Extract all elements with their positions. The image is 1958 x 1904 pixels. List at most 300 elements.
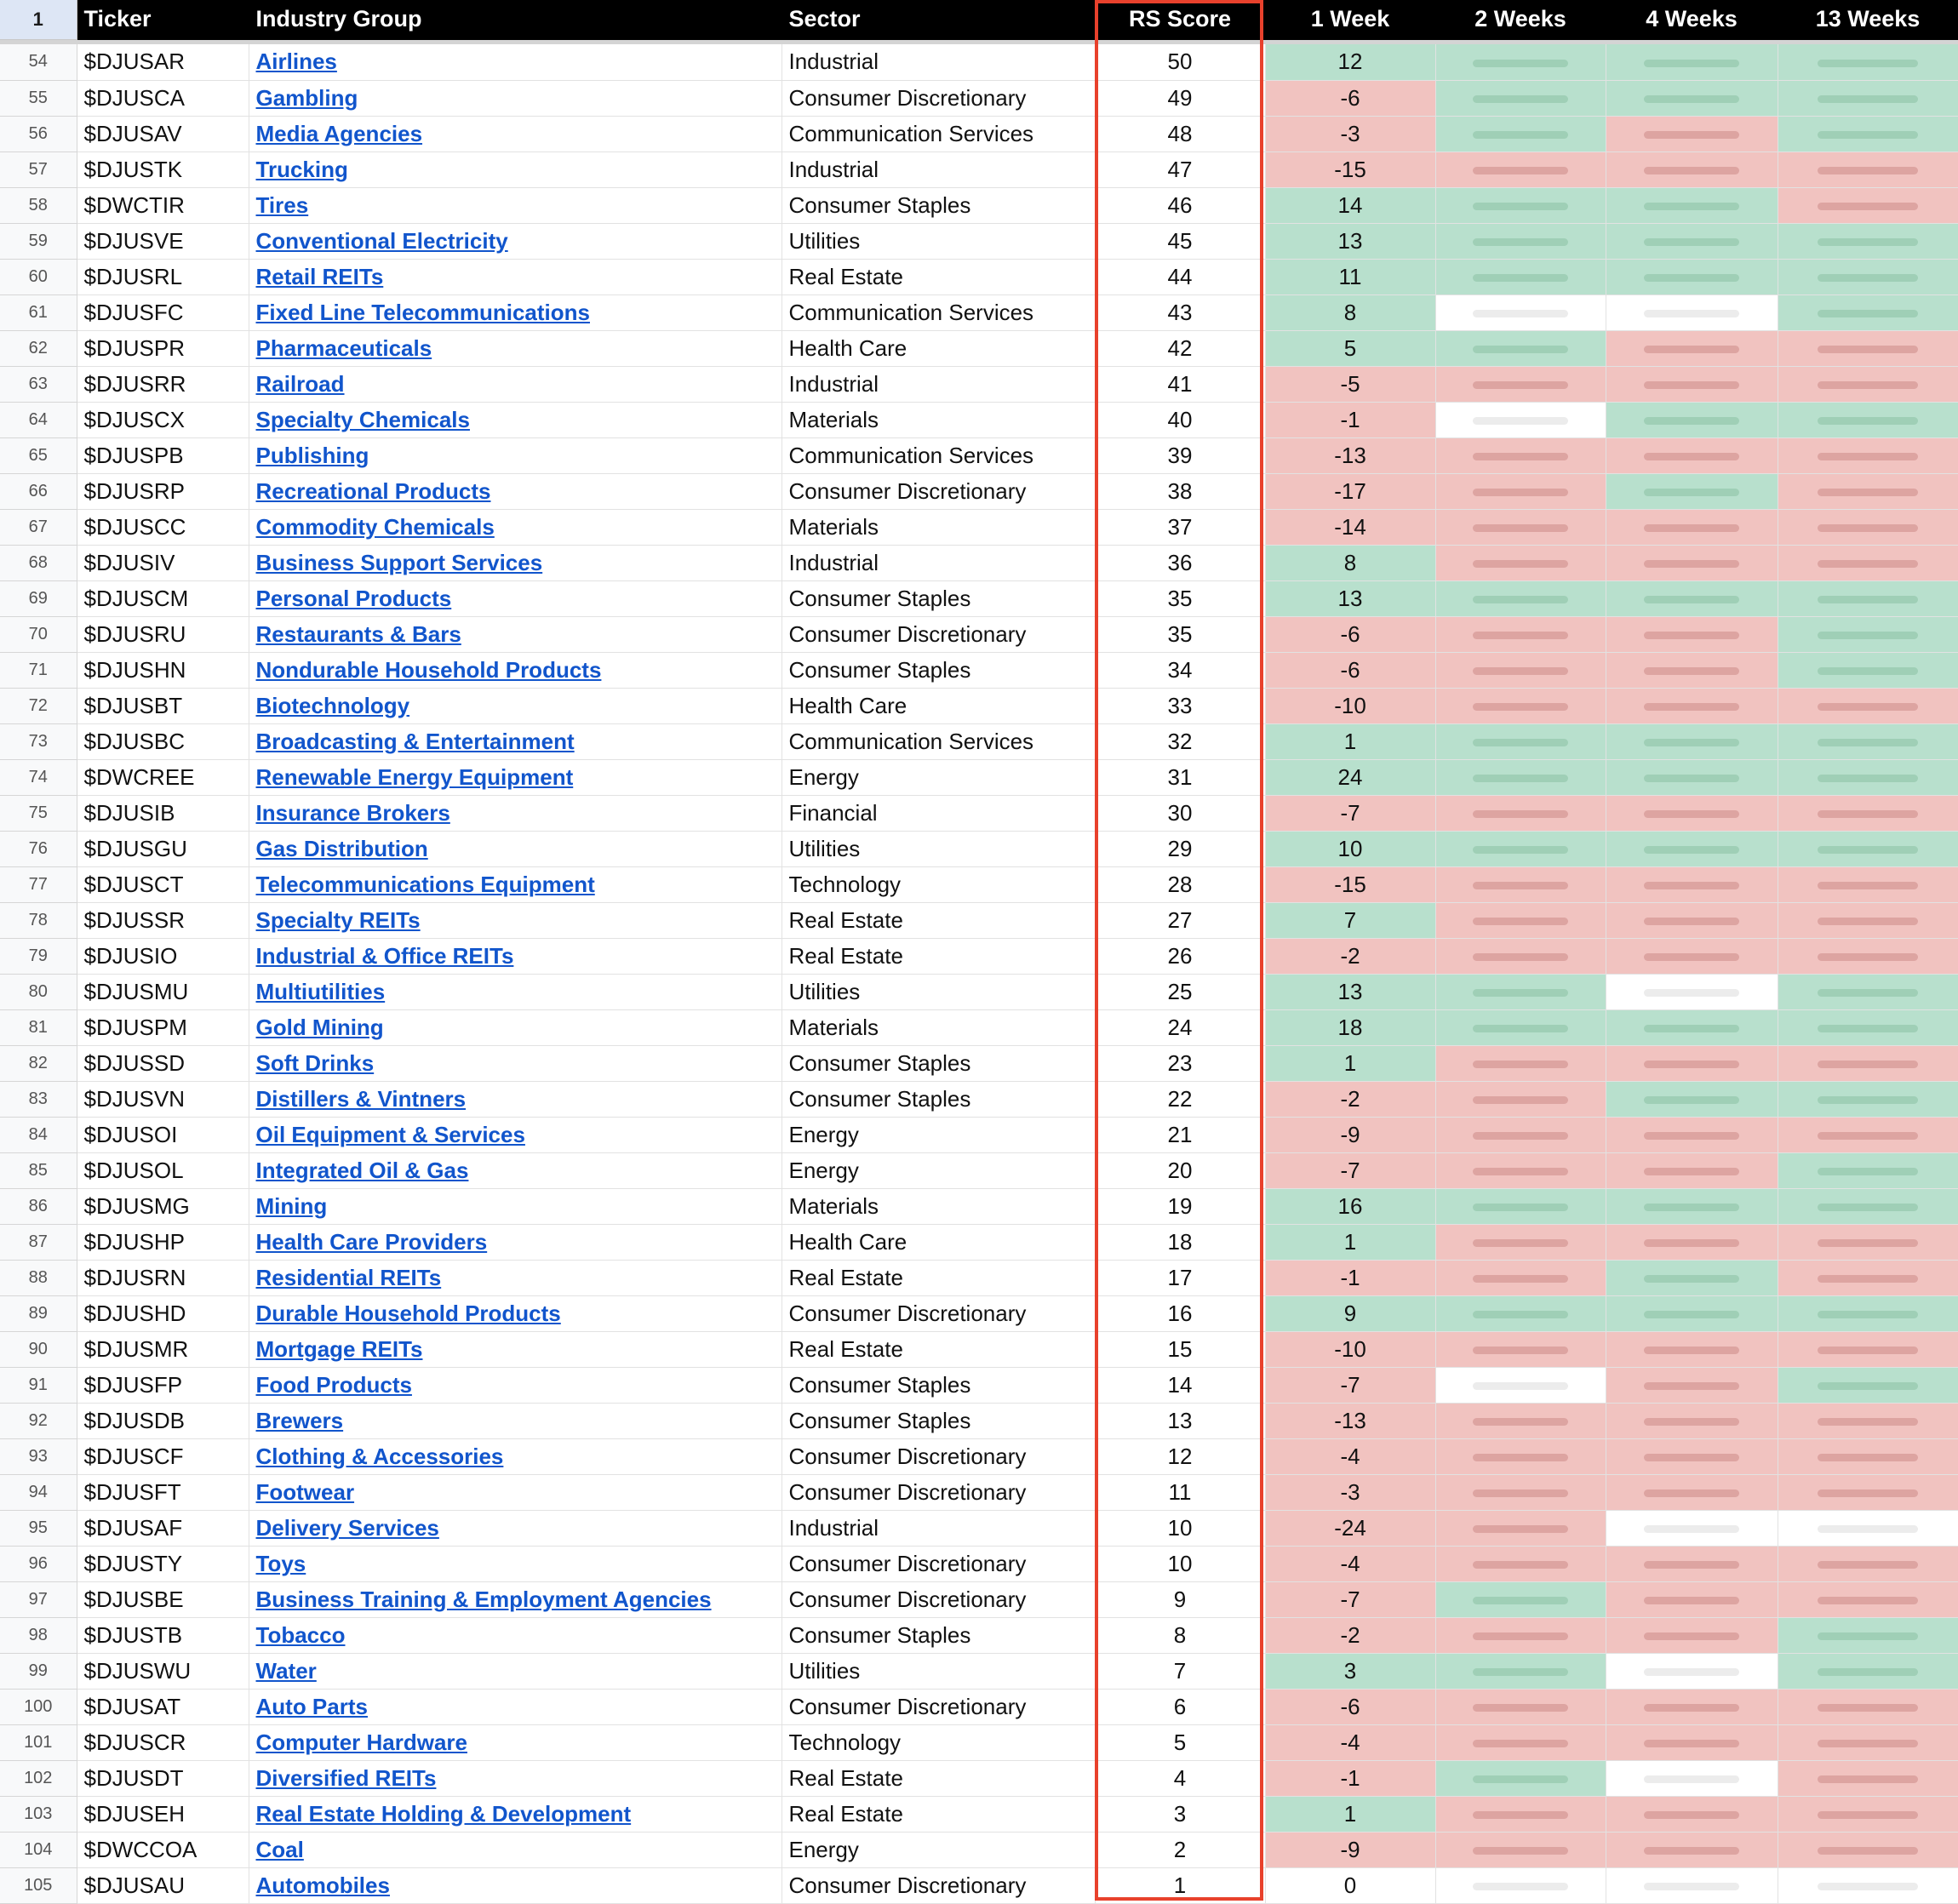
sector-cell[interactable]: Health Care xyxy=(781,1224,1095,1260)
sector-cell[interactable]: Consumer Discretionary xyxy=(781,80,1095,116)
rs-score-cell[interactable]: 8 xyxy=(1095,1617,1265,1653)
industry-group-link[interactable]: Airlines xyxy=(255,49,337,75)
industry-group-cell[interactable] xyxy=(249,1724,781,1760)
sector-cell[interactable]: Utilities xyxy=(781,1653,1095,1689)
industry-group-link[interactable]: Tobacco xyxy=(255,1621,346,1648)
rs-score-cell[interactable]: 11 xyxy=(1095,1474,1265,1510)
industry-group-cell[interactable] xyxy=(249,330,781,366)
row-number[interactable]: 57 xyxy=(0,152,77,187)
industry-group-link[interactable]: Automobiles xyxy=(255,1872,390,1898)
industry-group-link[interactable]: Specialty REITs xyxy=(255,906,421,933)
week-4-change-cell[interactable] xyxy=(1606,1474,1778,1510)
rs-score-cell[interactable]: 10 xyxy=(1095,1546,1265,1581)
industry-group-link[interactable]: Water xyxy=(255,1657,317,1684)
industry-group-link[interactable]: Commodity Chemicals xyxy=(255,513,495,540)
industry-group-link[interactable]: Restaurants & Bars xyxy=(255,620,461,647)
sector-cell[interactable]: Materials xyxy=(781,509,1095,545)
week-2-change-cell[interactable] xyxy=(1435,616,1606,652)
week-13-change-cell[interactable] xyxy=(1778,902,1958,938)
row-number[interactable]: 61 xyxy=(0,294,77,330)
week-2-change-cell[interactable] xyxy=(1435,1832,1606,1867)
ticker-cell[interactable]: $DJUSFC xyxy=(77,294,249,330)
week-1-change-cell[interactable]: -13 xyxy=(1265,437,1435,473)
week-13-change-cell[interactable] xyxy=(1778,1224,1958,1260)
ticker-cell[interactable]: $DJUSRN xyxy=(77,1260,249,1295)
industry-group-cell[interactable] xyxy=(249,1438,781,1474)
rs-score-cell[interactable]: 47 xyxy=(1095,152,1265,187)
ticker-cell[interactable]: $DJUSAF xyxy=(77,1510,249,1546)
sector-cell[interactable]: Industrial xyxy=(781,152,1095,187)
sector-cell[interactable]: Real Estate xyxy=(781,1760,1095,1796)
week-1-change-cell[interactable]: 10 xyxy=(1265,831,1435,866)
ticker-cell[interactable]: $DJUSAV xyxy=(77,116,249,152)
rs-score-cell[interactable]: 28 xyxy=(1095,866,1265,902)
week-4-change-cell[interactable] xyxy=(1606,259,1778,294)
ticker-cell[interactable]: $DJUSMU xyxy=(77,974,249,1009)
week-1-change-cell[interactable]: -14 xyxy=(1265,509,1435,545)
sector-cell[interactable]: Health Care xyxy=(781,688,1095,723)
industry-group-cell[interactable] xyxy=(249,688,781,723)
ticker-cell[interactable]: $DWCCOA xyxy=(77,1832,249,1867)
row-number[interactable]: 63 xyxy=(0,366,77,402)
industry-group-cell[interactable] xyxy=(249,1331,781,1367)
week-1-change-cell[interactable]: 13 xyxy=(1265,580,1435,616)
week-1-change-cell[interactable]: -24 xyxy=(1265,1510,1435,1546)
column-header-13-weeks[interactable]: 13 Weeks xyxy=(1778,0,1958,39)
week-1-change-cell[interactable]: -4 xyxy=(1265,1546,1435,1581)
week-13-change-cell[interactable] xyxy=(1778,1867,1958,1903)
week-4-change-cell[interactable] xyxy=(1606,294,1778,330)
row-number[interactable]: 78 xyxy=(0,902,77,938)
industry-group-link[interactable]: Industrial & Office REITs xyxy=(255,942,514,969)
week-4-change-cell[interactable] xyxy=(1606,330,1778,366)
row-number[interactable]: 68 xyxy=(0,545,77,580)
week-13-change-cell[interactable] xyxy=(1778,1760,1958,1796)
week-1-change-cell[interactable]: -1 xyxy=(1265,402,1435,437)
week-2-change-cell[interactable] xyxy=(1435,402,1606,437)
sector-cell[interactable]: Utilities xyxy=(781,223,1095,259)
week-1-change-cell[interactable]: -6 xyxy=(1265,1689,1435,1724)
rs-score-cell[interactable]: 48 xyxy=(1095,116,1265,152)
week-1-change-cell[interactable]: 8 xyxy=(1265,294,1435,330)
row-number[interactable]: 73 xyxy=(0,723,77,759)
week-2-change-cell[interactable] xyxy=(1435,366,1606,402)
rs-score-cell[interactable]: 37 xyxy=(1095,509,1265,545)
row-number[interactable]: 100 xyxy=(0,1689,77,1724)
row-number[interactable]: 59 xyxy=(0,223,77,259)
week-13-change-cell[interactable] xyxy=(1778,723,1958,759)
week-2-change-cell[interactable] xyxy=(1435,1367,1606,1403)
rs-score-cell[interactable]: 6 xyxy=(1095,1689,1265,1724)
week-2-change-cell[interactable] xyxy=(1435,187,1606,223)
industry-group-cell[interactable] xyxy=(249,616,781,652)
week-4-change-cell[interactable] xyxy=(1606,1689,1778,1724)
week-2-change-cell[interactable] xyxy=(1435,116,1606,152)
week-1-change-cell[interactable]: 14 xyxy=(1265,187,1435,223)
rs-score-cell[interactable]: 29 xyxy=(1095,831,1265,866)
week-4-change-cell[interactable] xyxy=(1606,1224,1778,1260)
week-2-change-cell[interactable] xyxy=(1435,652,1606,688)
week-1-change-cell[interactable]: 13 xyxy=(1265,974,1435,1009)
week-1-change-cell[interactable]: 18 xyxy=(1265,1009,1435,1045)
row-number[interactable]: 103 xyxy=(0,1796,77,1832)
rs-score-cell[interactable]: 23 xyxy=(1095,1045,1265,1081)
week-4-change-cell[interactable] xyxy=(1606,1188,1778,1224)
week-4-change-cell[interactable] xyxy=(1606,1260,1778,1295)
sector-cell[interactable]: Consumer Discretionary xyxy=(781,1474,1095,1510)
industry-group-cell[interactable] xyxy=(249,509,781,545)
week-13-change-cell[interactable] xyxy=(1778,330,1958,366)
rs-score-cell[interactable]: 35 xyxy=(1095,580,1265,616)
week-13-change-cell[interactable] xyxy=(1778,974,1958,1009)
week-2-change-cell[interactable] xyxy=(1435,580,1606,616)
week-13-change-cell[interactable] xyxy=(1778,545,1958,580)
week-1-change-cell[interactable]: 5 xyxy=(1265,330,1435,366)
row-number[interactable]: 93 xyxy=(0,1438,77,1474)
week-2-change-cell[interactable] xyxy=(1435,1653,1606,1689)
week-2-change-cell[interactable] xyxy=(1435,152,1606,187)
rs-score-cell[interactable]: 50 xyxy=(1095,44,1265,80)
week-13-change-cell[interactable] xyxy=(1778,1295,1958,1331)
industry-group-cell[interactable] xyxy=(249,545,781,580)
industry-group-link[interactable]: Brewers xyxy=(255,1407,344,1433)
sector-cell[interactable]: Consumer Discretionary xyxy=(781,616,1095,652)
week-13-change-cell[interactable] xyxy=(1778,366,1958,402)
sector-cell[interactable]: Technology xyxy=(781,866,1095,902)
week-4-change-cell[interactable] xyxy=(1606,1867,1778,1903)
rs-score-cell[interactable]: 46 xyxy=(1095,187,1265,223)
industry-group-link[interactable]: Food Products xyxy=(255,1371,412,1398)
week-4-change-cell[interactable] xyxy=(1606,795,1778,831)
ticker-cell[interactable]: $DJUSIV xyxy=(77,545,249,580)
sector-cell[interactable]: Utilities xyxy=(781,831,1095,866)
week-4-change-cell[interactable] xyxy=(1606,1760,1778,1796)
rs-score-cell[interactable]: 1 xyxy=(1095,1867,1265,1903)
industry-group-link[interactable]: Coal xyxy=(255,1836,304,1862)
industry-group-link[interactable]: Retail REITs xyxy=(255,263,384,289)
rs-score-cell[interactable]: 5 xyxy=(1095,1724,1265,1760)
week-1-change-cell[interactable]: -7 xyxy=(1265,1152,1435,1188)
week-2-change-cell[interactable] xyxy=(1435,1331,1606,1367)
week-1-change-cell[interactable]: 7 xyxy=(1265,902,1435,938)
week-13-change-cell[interactable] xyxy=(1778,1617,1958,1653)
rs-score-cell[interactable]: 17 xyxy=(1095,1260,1265,1295)
week-13-change-cell[interactable] xyxy=(1778,1724,1958,1760)
industry-group-cell[interactable] xyxy=(249,1045,781,1081)
row-number[interactable]: 96 xyxy=(0,1546,77,1581)
rs-score-cell[interactable]: 35 xyxy=(1095,616,1265,652)
ticker-cell[interactable]: $DJUSPM xyxy=(77,1009,249,1045)
sector-cell[interactable]: Real Estate xyxy=(781,938,1095,974)
industry-group-cell[interactable] xyxy=(249,1117,781,1152)
sector-cell[interactable]: Consumer Staples xyxy=(781,1367,1095,1403)
row-number[interactable]: 98 xyxy=(0,1617,77,1653)
week-13-change-cell[interactable] xyxy=(1778,152,1958,187)
sector-cell[interactable]: Consumer Discretionary xyxy=(781,1581,1095,1617)
sector-cell[interactable]: Consumer Staples xyxy=(781,187,1095,223)
week-2-change-cell[interactable] xyxy=(1435,437,1606,473)
row-number[interactable]: 95 xyxy=(0,1510,77,1546)
ticker-cell[interactable]: $DJUSMR xyxy=(77,1331,249,1367)
row-number[interactable]: 85 xyxy=(0,1152,77,1188)
sector-cell[interactable]: Consumer Discretionary xyxy=(781,1867,1095,1903)
week-1-change-cell[interactable]: -6 xyxy=(1265,652,1435,688)
industry-group-cell[interactable] xyxy=(249,437,781,473)
week-1-change-cell[interactable]: 1 xyxy=(1265,723,1435,759)
row-number[interactable]: 54 xyxy=(0,44,77,80)
sector-cell[interactable]: Consumer Staples xyxy=(781,580,1095,616)
week-13-change-cell[interactable] xyxy=(1778,473,1958,509)
week-1-change-cell[interactable]: -2 xyxy=(1265,938,1435,974)
sector-cell[interactable]: Energy xyxy=(781,1117,1095,1152)
week-2-change-cell[interactable] xyxy=(1435,938,1606,974)
week-4-change-cell[interactable] xyxy=(1606,1331,1778,1367)
week-13-change-cell[interactable] xyxy=(1778,1331,1958,1367)
week-4-change-cell[interactable] xyxy=(1606,616,1778,652)
rs-score-cell[interactable]: 45 xyxy=(1095,223,1265,259)
week-1-change-cell[interactable]: 8 xyxy=(1265,545,1435,580)
industry-group-link[interactable]: Pharmaceuticals xyxy=(255,334,432,361)
week-2-change-cell[interactable] xyxy=(1435,1295,1606,1331)
row-number[interactable]: 87 xyxy=(0,1224,77,1260)
industry-group-cell[interactable] xyxy=(249,866,781,902)
industry-group-cell[interactable] xyxy=(249,580,781,616)
week-4-change-cell[interactable] xyxy=(1606,831,1778,866)
week-13-change-cell[interactable] xyxy=(1778,1152,1958,1188)
ticker-cell[interactable]: $DJUSRP xyxy=(77,473,249,509)
week-4-change-cell[interactable] xyxy=(1606,1295,1778,1331)
rs-score-cell[interactable]: 32 xyxy=(1095,723,1265,759)
ticker-cell[interactable]: $DJUSFP xyxy=(77,1367,249,1403)
week-4-change-cell[interactable] xyxy=(1606,688,1778,723)
week-13-change-cell[interactable] xyxy=(1778,1367,1958,1403)
row-number[interactable]: 104 xyxy=(0,1832,77,1867)
week-13-change-cell[interactable] xyxy=(1778,259,1958,294)
ticker-cell[interactable]: $DJUSCT xyxy=(77,866,249,902)
ticker-cell[interactable]: $DWCTIR xyxy=(77,187,249,223)
row-number[interactable]: 105 xyxy=(0,1867,77,1903)
ticker-cell[interactable]: $DJUSCC xyxy=(77,509,249,545)
week-4-change-cell[interactable] xyxy=(1606,974,1778,1009)
sector-cell[interactable]: Energy xyxy=(781,1832,1095,1867)
row-number[interactable]: 60 xyxy=(0,259,77,294)
week-13-change-cell[interactable] xyxy=(1778,1009,1958,1045)
industry-group-cell[interactable] xyxy=(249,974,781,1009)
ticker-cell[interactable]: $DJUSCX xyxy=(77,402,249,437)
sector-cell[interactable]: Real Estate xyxy=(781,1331,1095,1367)
rs-score-cell[interactable]: 30 xyxy=(1095,795,1265,831)
row-number[interactable]: 84 xyxy=(0,1117,77,1152)
ticker-cell[interactable]: $DJUSDT xyxy=(77,1760,249,1796)
week-2-change-cell[interactable] xyxy=(1435,1867,1606,1903)
rs-score-cell[interactable]: 12 xyxy=(1095,1438,1265,1474)
week-2-change-cell[interactable] xyxy=(1435,831,1606,866)
ticker-cell[interactable]: $DJUSMG xyxy=(77,1188,249,1224)
week-2-change-cell[interactable] xyxy=(1435,1474,1606,1510)
ticker-cell[interactable]: $DJUSPR xyxy=(77,330,249,366)
rs-score-cell[interactable]: 44 xyxy=(1095,259,1265,294)
rs-score-cell[interactable]: 26 xyxy=(1095,938,1265,974)
ticker-cell[interactable]: $DJUSCA xyxy=(77,80,249,116)
week-2-change-cell[interactable] xyxy=(1435,44,1606,80)
row-number[interactable]: 82 xyxy=(0,1045,77,1081)
row-number[interactable]: 81 xyxy=(0,1009,77,1045)
industry-group-cell[interactable] xyxy=(249,831,781,866)
week-2-change-cell[interactable] xyxy=(1435,330,1606,366)
week-4-change-cell[interactable] xyxy=(1606,1081,1778,1117)
industry-group-link[interactable]: Specialty Chemicals xyxy=(255,406,470,432)
industry-group-link[interactable]: Mortgage REITs xyxy=(255,1335,423,1362)
sector-cell[interactable]: Consumer Discretionary xyxy=(781,473,1095,509)
week-1-change-cell[interactable]: -2 xyxy=(1265,1081,1435,1117)
week-13-change-cell[interactable] xyxy=(1778,1438,1958,1474)
rs-score-cell[interactable]: 27 xyxy=(1095,902,1265,938)
sector-cell[interactable]: Materials xyxy=(781,1009,1095,1045)
ticker-cell[interactable]: $DJUSBE xyxy=(77,1581,249,1617)
week-2-change-cell[interactable] xyxy=(1435,1224,1606,1260)
row-number[interactable]: 89 xyxy=(0,1295,77,1331)
week-1-change-cell[interactable]: -17 xyxy=(1265,473,1435,509)
sector-cell[interactable]: Communication Services xyxy=(781,294,1095,330)
ticker-cell[interactable]: $DJUSOI xyxy=(77,1117,249,1152)
week-13-change-cell[interactable] xyxy=(1778,509,1958,545)
industry-group-link[interactable]: Biotechnology xyxy=(255,692,410,718)
rs-score-cell[interactable]: 9 xyxy=(1095,1581,1265,1617)
ticker-cell[interactable]: $DJUSCR xyxy=(77,1724,249,1760)
sector-cell[interactable]: Consumer Discretionary xyxy=(781,1546,1095,1581)
industry-group-link[interactable]: Health Care Providers xyxy=(255,1228,488,1255)
industry-group-cell[interactable] xyxy=(249,1009,781,1045)
industry-group-cell[interactable] xyxy=(249,116,781,152)
week-13-change-cell[interactable] xyxy=(1778,1510,1958,1546)
industry-group-link[interactable]: Mining xyxy=(255,1192,328,1219)
week-2-change-cell[interactable] xyxy=(1435,1188,1606,1224)
rs-score-cell[interactable]: 13 xyxy=(1095,1403,1265,1438)
industry-group-link[interactable]: Durable Household Products xyxy=(255,1300,561,1326)
week-2-change-cell[interactable] xyxy=(1435,1045,1606,1081)
industry-group-cell[interactable] xyxy=(249,723,781,759)
week-4-change-cell[interactable] xyxy=(1606,1617,1778,1653)
ticker-cell[interactable]: $DJUSHP xyxy=(77,1224,249,1260)
sector-cell[interactable]: Real Estate xyxy=(781,1796,1095,1832)
industry-group-link[interactable]: Toys xyxy=(255,1550,306,1576)
industry-group-cell[interactable] xyxy=(249,1224,781,1260)
week-13-change-cell[interactable] xyxy=(1778,402,1958,437)
week-4-change-cell[interactable] xyxy=(1606,402,1778,437)
industry-group-link[interactable]: Tires xyxy=(255,192,309,218)
sector-cell[interactable]: Real Estate xyxy=(781,902,1095,938)
column-header-2-weeks[interactable]: 2 Weeks xyxy=(1435,0,1606,39)
industry-group-cell[interactable] xyxy=(249,1474,781,1510)
week-2-change-cell[interactable] xyxy=(1435,1009,1606,1045)
week-13-change-cell[interactable] xyxy=(1778,223,1958,259)
week-1-change-cell[interactable]: 12 xyxy=(1265,44,1435,80)
column-header-industry-group[interactable]: Industry Group xyxy=(249,0,781,39)
rs-score-cell[interactable]: 33 xyxy=(1095,688,1265,723)
rs-score-cell[interactable]: 16 xyxy=(1095,1295,1265,1331)
ticker-cell[interactable]: $DJUSIB xyxy=(77,795,249,831)
week-13-change-cell[interactable] xyxy=(1778,616,1958,652)
industry-group-link[interactable]: Publishing xyxy=(255,442,369,468)
week-4-change-cell[interactable] xyxy=(1606,187,1778,223)
sector-cell[interactable]: Technology xyxy=(781,1724,1095,1760)
sector-cell[interactable]: Consumer Staples xyxy=(781,1403,1095,1438)
ticker-cell[interactable]: $DJUSBC xyxy=(77,723,249,759)
week-13-change-cell[interactable] xyxy=(1778,1653,1958,1689)
week-13-change-cell[interactable] xyxy=(1778,580,1958,616)
sector-cell[interactable]: Communication Services xyxy=(781,723,1095,759)
week-13-change-cell[interactable] xyxy=(1778,116,1958,152)
sector-cell[interactable]: Materials xyxy=(781,1188,1095,1224)
week-1-change-cell[interactable]: -3 xyxy=(1265,116,1435,152)
ticker-cell[interactable]: $DJUSBT xyxy=(77,688,249,723)
week-1-change-cell[interactable]: 1 xyxy=(1265,1045,1435,1081)
sector-cell[interactable]: Utilities xyxy=(781,974,1095,1009)
industry-group-cell[interactable] xyxy=(249,1260,781,1295)
week-1-change-cell[interactable]: -7 xyxy=(1265,1367,1435,1403)
week-4-change-cell[interactable] xyxy=(1606,223,1778,259)
week-13-change-cell[interactable] xyxy=(1778,1188,1958,1224)
week-2-change-cell[interactable] xyxy=(1435,902,1606,938)
industry-group-link[interactable]: Telecommunications Equipment xyxy=(255,871,595,897)
week-13-change-cell[interactable] xyxy=(1778,652,1958,688)
week-4-change-cell[interactable] xyxy=(1606,116,1778,152)
ticker-cell[interactable]: $DJUSAT xyxy=(77,1689,249,1724)
industry-group-cell[interactable] xyxy=(249,1581,781,1617)
sector-cell[interactable]: Consumer Staples xyxy=(781,1045,1095,1081)
week-2-change-cell[interactable] xyxy=(1435,1581,1606,1617)
industry-group-link[interactable]: Broadcasting & Entertainment xyxy=(255,728,575,754)
industry-group-cell[interactable] xyxy=(249,1796,781,1832)
week-4-change-cell[interactable] xyxy=(1606,1796,1778,1832)
week-4-change-cell[interactable] xyxy=(1606,80,1778,116)
week-2-change-cell[interactable] xyxy=(1435,80,1606,116)
industry-group-link[interactable]: Recreational Products xyxy=(255,477,491,504)
week-13-change-cell[interactable] xyxy=(1778,795,1958,831)
week-2-change-cell[interactable] xyxy=(1435,1510,1606,1546)
sector-cell[interactable]: Materials xyxy=(781,402,1095,437)
sector-cell[interactable]: Real Estate xyxy=(781,259,1095,294)
industry-group-link[interactable]: Nondurable Household Products xyxy=(255,656,602,683)
row-number[interactable]: 64 xyxy=(0,402,77,437)
week-13-change-cell[interactable] xyxy=(1778,1689,1958,1724)
sector-cell[interactable]: Industrial xyxy=(781,1510,1095,1546)
row-number[interactable]: 76 xyxy=(0,831,77,866)
week-13-change-cell[interactable] xyxy=(1778,831,1958,866)
rs-score-cell[interactable]: 10 xyxy=(1095,1510,1265,1546)
ticker-cell[interactable]: $DWCREE xyxy=(77,759,249,795)
ticker-cell[interactable]: $DJUSFT xyxy=(77,1474,249,1510)
industry-group-cell[interactable] xyxy=(249,1510,781,1546)
week-4-change-cell[interactable] xyxy=(1606,938,1778,974)
ticker-cell[interactable]: $DJUSCF xyxy=(77,1438,249,1474)
row-number[interactable]: 67 xyxy=(0,509,77,545)
week-2-change-cell[interactable] xyxy=(1435,1117,1606,1152)
industry-group-link[interactable]: Railroad xyxy=(255,370,345,397)
week-2-change-cell[interactable] xyxy=(1435,1617,1606,1653)
ticker-cell[interactable]: $DJUSAR xyxy=(77,44,249,80)
sector-cell[interactable]: Consumer Discretionary xyxy=(781,1438,1095,1474)
sector-cell[interactable]: Consumer Staples xyxy=(781,652,1095,688)
week-4-change-cell[interactable] xyxy=(1606,44,1778,80)
ticker-cell[interactable]: $DJUSOL xyxy=(77,1152,249,1188)
week-2-change-cell[interactable] xyxy=(1435,1403,1606,1438)
rs-score-cell[interactable]: 3 xyxy=(1095,1796,1265,1832)
week-13-change-cell[interactable] xyxy=(1778,437,1958,473)
row-number[interactable]: 65 xyxy=(0,437,77,473)
industry-group-cell[interactable] xyxy=(249,1760,781,1796)
rs-score-cell[interactable]: 4 xyxy=(1095,1760,1265,1796)
